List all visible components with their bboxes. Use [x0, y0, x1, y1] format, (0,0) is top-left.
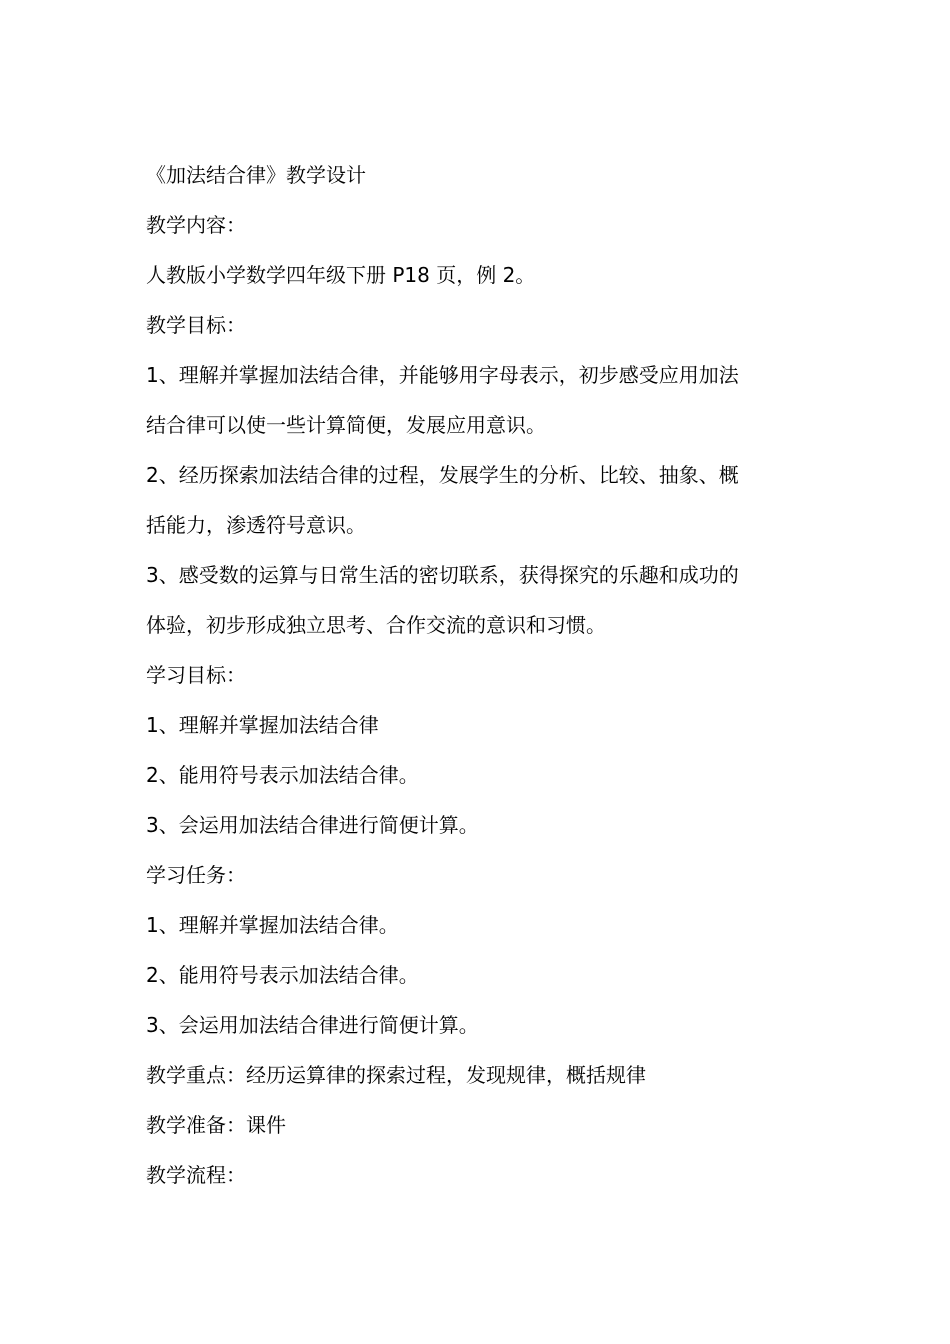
learning-goal-item: 1、理解并掌握加法结合律 [146, 713, 379, 737]
learning-tasks-heading: 学习任务： [146, 863, 246, 887]
teaching-goal-line: 括能力，渗透符号意识。 [146, 513, 366, 537]
teaching-goal-line: 1、理解并掌握加法结合律，并能够用字母表示，初步感受应用加法 [146, 363, 739, 387]
learning-goals-heading: 学习目标： [146, 663, 246, 687]
learning-task-item: 1、理解并掌握加法结合律。 [146, 913, 399, 937]
learning-task-item: 2、能用符号表示加法结合律。 [146, 963, 419, 987]
content-heading: 教学内容： [146, 213, 246, 237]
preparation: 教学准备：课件 [146, 1113, 286, 1137]
teaching-goal-line: 体验，初步形成独立思考、合作交流的意识和习惯。 [146, 613, 606, 637]
teaching-goal-line: 2、经历探索加法结合律的过程，发展学生的分析、比较、抽象、概 [146, 463, 739, 487]
key-point: 教学重点：经历运算律的探索过程，发现规律，概括规律 [146, 1063, 646, 1087]
learning-goal-item: 2、能用符号表示加法结合律。 [146, 763, 419, 787]
teaching-goal-line: 3、感受数的运算与日常生活的密切联系，获得探究的乐趣和成功的 [146, 563, 739, 587]
teaching-goal-line: 结合律可以使一些计算简便，发展应用意识。 [146, 413, 546, 437]
document-page [146, 150, 816, 1200]
content-text: 人教版小学数学四年级下册 P18 页，例 2。 [146, 263, 536, 287]
document-title: 《加法结合律》教学设计 [146, 163, 366, 187]
learning-goal-item: 3、会运用加法结合律进行简便计算。 [146, 813, 479, 837]
teaching-goals-heading: 教学目标： [146, 313, 246, 337]
process-heading: 教学流程： [146, 1163, 246, 1187]
learning-task-item: 3、会运用加法结合律进行简便计算。 [146, 1013, 479, 1037]
